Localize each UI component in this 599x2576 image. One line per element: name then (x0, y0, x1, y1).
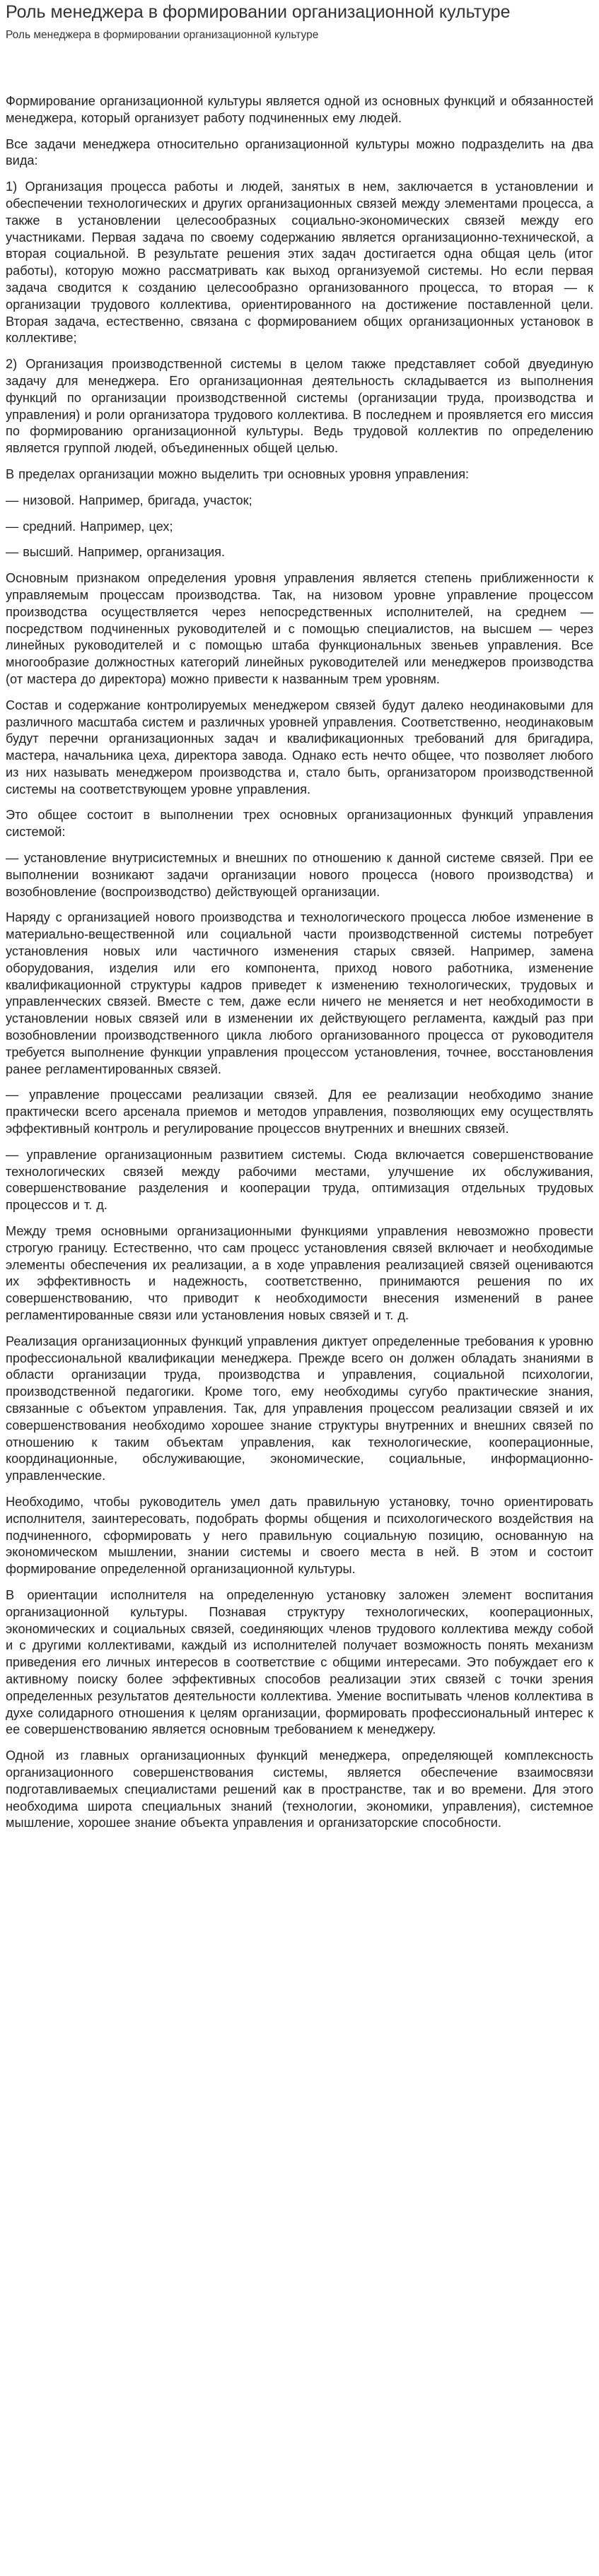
paragraph: 2) Организация производственной системы в целом также представляет собой двуединую задачу для менеджера. Его организационная деятельность складывается из выполнения функций по организации производственной системы (организации труда, производства и управления) и роли организатора трудового коллектива. В последнем и проявляется его миссия по формированию организационной культуры. Ведь трудовой коллектив по определению является группой людей, объединенных общей целью. (6, 357, 593, 456)
list-item: — высший. Например, организация. (6, 545, 226, 560)
paragraph: Это общее состоит в выполнении трех основных организационных функций управления системой: (6, 808, 593, 840)
paragraph: — управление процессами реализации связей. Для ее реализации необходимо знание практически всего арсенала приемов и методов управления, позволяющих ему осуществлять эффективный контроль и регулирование процессов внутренних и внешних связей. (6, 1088, 593, 1136)
list-item: — низовой. Например, бригада, участок; (6, 493, 252, 507)
paragraph: Наряду с организацией нового производства и технологического процесса любое изменение в материально-вещественной или социальной части производственной системы потребует установления новых или частичного изменения старых связей. Например, замена оборудования, изделия или его компонента, приход нового работника, изменение квалификационной структуры кадров приведет к изменению технологических, трудовых и управленческих связей. Вместе с тем, даже если ничего не меняется и нет необходимости в установлении новых связей или в изменении их действующего регламента, каждый раз при возобновлении производственного цикла любого организованного процесса от руководителя требуется выполнение функции управления процессом установления, точнее, восстановления ранее регламентированных связей. (6, 910, 593, 1076)
paragraph: — управление организационным развитием системы. Сюда включается совершенствование технологических связей между рабочими местами, улучшение их обслуживания, совершенствование разделения и кооперации труда, оптимизация отдельных трудовых процессов и т. д. (6, 1147, 593, 1213)
paragraph: Реализация организационных функций управления диктует определенные требования к уровню профессиональной квалификации менеджера. Прежде всего он должен обладать знаниями в области организации труда, производства и управления, социальной психологии, производственной педагогики. Кроме того, ему необходимы сугубо практические знания, связанные с объектом управления. Так, для управления процессом реализации связей и их совершенствования необходимо хорошее знание структуры внутренних и внешних связей по отношению к таким объектам управления, как технологические, кооперационные, координационные, обслуживающие, экономические, социальные, информационно-управленческие. (6, 1334, 593, 1483)
list-item: — средний. Например, цех; (6, 519, 173, 534)
page-title: Роль менеджера в формировании организационной культуре (6, 2, 511, 22)
paragraph: Состав и содержание контролируемых менеджером связей будут далеко неодинаковыми для различного масштаба систем и различных уровней управления. Соответственно, неодинаковым будут перечни организационных задач и квалификационных требований для бригадира, мастера, начальника цеха, директора завода. Однако есть нечто общее, что позволяет любого из них называть менеджером производства и, стало быть, организатором производственной системы на соответствующем уровне управления. (6, 698, 593, 796)
paragraph: 1) Организация процесса работы и людей, занятых в нем, заключается в установлении и обеспечении технологических и других организационных связей между элементами процесса, а также в установлении целесообразных социально-экономических связей между его участниками. Первая задача по своему содержанию является организационно-технической, а вторая социальной. В результате решения этих задач достигается одна общая цель (итог работы), которую можно рассматривать как выход организуемой системы. Но если первая задача сводится к созданию целесообразно организованного процесса, то вторая — к организации трудового коллектива, ориентированного на достижение поставленной цели. Вторая задача, естественно, связана с формированием общих организационных установок в коллективе; (6, 180, 593, 346)
paragraph: Все задачи менеджера относительно организационной культуры можно подразделить на два вида: (6, 136, 593, 168)
paragraph: В ориентации исполнителя на определенную установку заложен элемент воспитания организационной культуры. Познавая структуру технологических, кооперационных, экономических и социальных связей, соединяющих членов трудового коллектива между собой и с другими коллективами, каждый из исполнителей получает возможность понять механизм приведения его личных интересов в соответствие с общими интересами. Это побуждает его к активному поиску более эффективных способов реализации этих связей с точки зрения определенных результатов деятельности коллектива. Умение воспитывать членов коллектива в духе солидарного отношения к целям организации, формировать профессиональный интерес к ее совершенствованию является основным требованием к менеджеру. (6, 1587, 593, 1737)
paragraph: Формирование организационной культуры является одной из основных функций и обязанностей менеджера, который организует работу подчиненных ему людей. (6, 94, 593, 125)
paragraph: Основным признаком определения уровня управления является степень приближенности к управляемым процессам производства. Так, на низовом уровне управление процессом производства осуществляется через непосредственных исполнителей, на среднем — посредством подчиненных руководителей и с помощью специалистов, на высшем — через линейных руководителей и с помощью штаба функциональных звеньев управления. Все многообразие должностных категорий линейных руководителей или менеджеров производства (от мастера до директора) можно привести к названным трем уровням. (6, 571, 593, 686)
paragraph: Одной из главных организационных функций менеджера, определяющей комплексность организационного совершенствования системы, является обеспечение взаимосвязи подготавливаемых специалистами решений как в пространстве, так и во времени. Для этого необходима широта специальных знаний (технологии, экономики, управления), системное мышление, хорошее знание объекта управления и организаторские способности. (6, 1748, 593, 1830)
article-body (6, 93, 593, 1832)
paragraph: В пределах организации можно выделить три основных уровня управления: (6, 466, 470, 481)
page-subtitle: Роль менеджера в формировании организационной культуре (6, 29, 319, 41)
paragraph: — установление внутрисистемных и внешних по отношению к данной системе связей. При ее выполнении возникают задачи организации нового процесса (нового производства) и возобновление (воспроизводство) действующей организации. (6, 851, 593, 899)
paragraph: Необходимо, чтобы руководитель умел дать правильную установку, точно ориентировать исполнителя, заинтересовать, подобрать формы общения и психологического воздействия на подчиненного, сформировать у него правильную социальную позицию, основанную на экономическом мышлении, знании системы и своего места в ней. В этом и состоит формирование определенной организационной культуры. (6, 1494, 593, 1577)
paragraph: Между тремя основными организационными функциями управления невозможно провести строгую границу. Естественно, что сам процесс установления связей включает и необходимые элементы обеспечения их реализации, а в ходе управления реализацией связей оцениваются их эффективность и надежность, соответственно, принимаются решения по их совершенствованию, что приводит к необходимости внесения изменений в ранее регламентированные связи или установления новых связей и т. д. (6, 1224, 593, 1322)
